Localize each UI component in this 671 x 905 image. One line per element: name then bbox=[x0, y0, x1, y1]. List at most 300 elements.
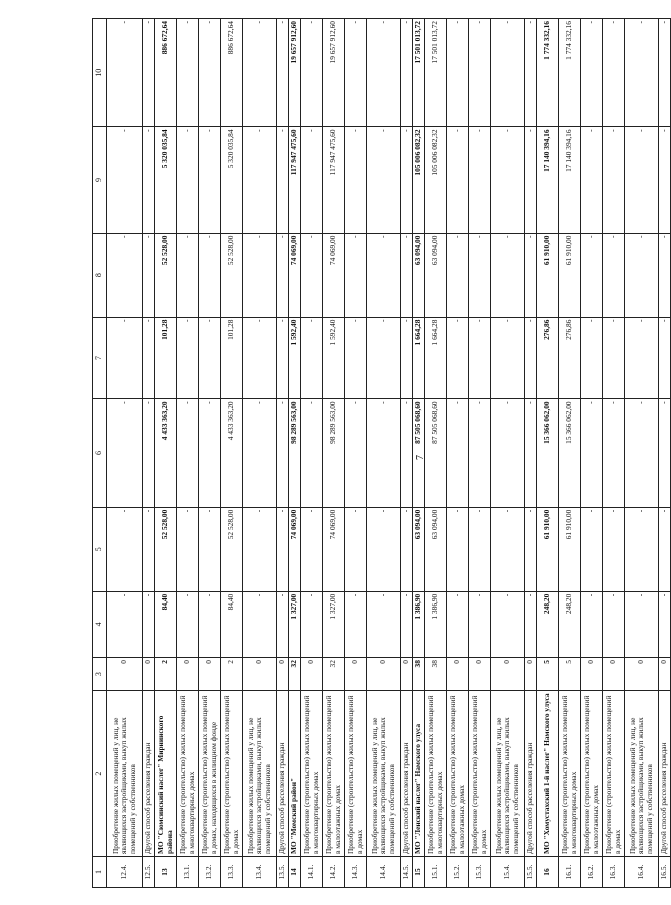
cell-no: 13.2. bbox=[199, 857, 221, 888]
cell-no: 16.3. bbox=[603, 857, 625, 888]
cell-c6: - bbox=[243, 399, 277, 507]
table-header-row bbox=[93, 19, 107, 888]
page-number: 7 bbox=[415, 455, 426, 460]
cell-c10: - bbox=[367, 19, 401, 127]
cell-c8: - bbox=[625, 233, 659, 317]
cell-c3: 0 bbox=[199, 658, 221, 691]
cell-no: 14.4. bbox=[367, 857, 401, 888]
cell-c4: - bbox=[625, 591, 659, 657]
table-row bbox=[537, 19, 559, 888]
cell-c7: - bbox=[367, 317, 401, 399]
cell-c5: - bbox=[301, 507, 323, 591]
cell-c5: 74 069,00 bbox=[323, 507, 345, 591]
cell-no: 15.5. bbox=[525, 857, 537, 888]
cell-name: Приобретение (строительство) жилых помещений в малоэтажных домах bbox=[323, 691, 345, 857]
cell-c9: 17 140 394,16 bbox=[537, 127, 559, 233]
cell-name: Приобретение (строительство) жилых помещений в малоэтажных домах bbox=[447, 691, 469, 857]
cell-c7: 276,86 bbox=[537, 317, 559, 399]
cell-c3: 0 bbox=[107, 658, 143, 691]
cell-c7: - bbox=[243, 317, 277, 399]
cell-c7: - bbox=[659, 317, 671, 399]
cell-c7: 1 592,40 bbox=[323, 317, 345, 399]
cell-name: Другой способ расселения граждан bbox=[659, 691, 671, 857]
table-row bbox=[289, 19, 301, 888]
table-row bbox=[277, 19, 289, 888]
cell-c8: - bbox=[107, 233, 143, 317]
cell-c5: - bbox=[277, 507, 289, 591]
cell-c7: 1 664,28 bbox=[413, 317, 425, 399]
cell-c6: 4 433 363,20 bbox=[155, 399, 177, 507]
header-cell: 7 bbox=[93, 317, 107, 399]
cell-name: МО "Ленский наслег" Намского улуса bbox=[413, 691, 425, 857]
cell-c5: - bbox=[367, 507, 401, 591]
table-row bbox=[107, 19, 143, 888]
cell-no: 12.4. bbox=[107, 857, 143, 888]
cell-c6: - bbox=[367, 399, 401, 507]
cell-c10: - bbox=[401, 19, 413, 127]
cell-c9: - bbox=[301, 127, 323, 233]
cell-c4: 84,40 bbox=[155, 591, 177, 657]
cell-c9: - bbox=[143, 127, 155, 233]
cell-c10: - bbox=[301, 19, 323, 127]
header-cell: 5 bbox=[93, 507, 107, 591]
table-row bbox=[425, 19, 447, 888]
cell-c5: - bbox=[525, 507, 537, 591]
cell-c5: - bbox=[243, 507, 277, 591]
cell-c8: - bbox=[345, 233, 367, 317]
cell-name: МО "Сюмсинский наслег" Мирнинского района bbox=[155, 691, 177, 857]
cell-c10: - bbox=[659, 19, 671, 127]
cell-c9: - bbox=[345, 127, 367, 233]
cell-c9: - bbox=[199, 127, 221, 233]
cell-c5: - bbox=[491, 507, 525, 591]
table-row bbox=[301, 19, 323, 888]
cell-c7: - bbox=[469, 317, 491, 399]
cell-c5: - bbox=[143, 507, 155, 591]
cell-name: МО "Момский район" bbox=[289, 691, 301, 857]
cell-name: Приобретение жилых помещений у лиц, не являющихся застройщиками, выкуп жилых помещений у собственников bbox=[625, 691, 659, 857]
cell-c7: - bbox=[301, 317, 323, 399]
header-cell: 10 bbox=[93, 19, 107, 127]
cell-c8: 74 069,00 bbox=[323, 233, 345, 317]
cell-c8: - bbox=[491, 233, 525, 317]
cell-c9: 105 006 082,32 bbox=[413, 127, 425, 233]
cell-c6: - bbox=[277, 399, 289, 507]
cell-c6: - bbox=[143, 399, 155, 507]
cell-c9: - bbox=[243, 127, 277, 233]
cell-name: Другой способ расселения граждан bbox=[401, 691, 413, 857]
cell-c9: - bbox=[447, 127, 469, 233]
cell-c6: - bbox=[301, 399, 323, 507]
cell-c8: - bbox=[301, 233, 323, 317]
cell-c3: 0 bbox=[243, 658, 277, 691]
cell-c10: - bbox=[277, 19, 289, 127]
cell-c3: 32 bbox=[323, 658, 345, 691]
cell-c8: - bbox=[447, 233, 469, 317]
cell-c5: 52 528,00 bbox=[221, 507, 243, 591]
cell-c5: - bbox=[447, 507, 469, 591]
cell-no: 13.1. bbox=[177, 857, 199, 888]
cell-c6: - bbox=[345, 399, 367, 507]
cell-name: Приобретение (строительство) жилых помещений в домах bbox=[469, 691, 491, 857]
cell-name: Другой способ расселения граждан bbox=[525, 691, 537, 857]
cell-c10: - bbox=[177, 19, 199, 127]
header-cell: 6 bbox=[93, 399, 107, 507]
cell-name: Приобретение жилых помещений у лиц, не являющихся застройщиками, выкуп жилых помещений у собственников bbox=[107, 691, 143, 857]
cell-name: Приобретение (строительство) жилых помещений в многоквартирных домах bbox=[425, 691, 447, 857]
cell-c6: 4 433 363,20 bbox=[221, 399, 243, 507]
cell-c5: - bbox=[401, 507, 413, 591]
cell-c6: - bbox=[625, 399, 659, 507]
cell-c6: 98 289 563,00 bbox=[323, 399, 345, 507]
cell-c9: - bbox=[277, 127, 289, 233]
cell-no: 13.3. bbox=[221, 857, 243, 888]
cell-c9: - bbox=[401, 127, 413, 233]
cell-name: Приобретение (строительство) жилых помещений в многоквартирных домах bbox=[559, 691, 581, 857]
cell-c7: 101,28 bbox=[155, 317, 177, 399]
cell-c10: - bbox=[491, 19, 525, 127]
cell-c3: 2 bbox=[221, 658, 243, 691]
cell-c8: 52 528,00 bbox=[221, 233, 243, 317]
table-row bbox=[221, 19, 243, 888]
table-row bbox=[581, 19, 603, 888]
cell-c6: - bbox=[525, 399, 537, 507]
cell-c9: - bbox=[469, 127, 491, 233]
cell-c10: - bbox=[447, 19, 469, 127]
table-row bbox=[659, 19, 671, 888]
cell-name: Приобретение (строительство) жилых помещений в многоквартирных домах bbox=[301, 691, 323, 857]
table-row bbox=[345, 19, 367, 888]
cell-c8: - bbox=[469, 233, 491, 317]
cell-c3: 0 bbox=[603, 658, 625, 691]
cell-c7: - bbox=[143, 317, 155, 399]
cell-c10: - bbox=[625, 19, 659, 127]
cell-c3: 38 bbox=[413, 658, 425, 691]
cell-c4: - bbox=[277, 591, 289, 657]
cell-c9: 117 947 475,60 bbox=[323, 127, 345, 233]
cell-no: 14.3. bbox=[345, 857, 367, 888]
rotated-table-wrapper bbox=[92, 18, 669, 888]
cell-c4: 248,20 bbox=[559, 591, 581, 657]
document-sheet bbox=[92, 18, 669, 888]
cell-c4: - bbox=[401, 591, 413, 657]
cell-c5: - bbox=[199, 507, 221, 591]
cell-c4: - bbox=[143, 591, 155, 657]
cell-c7: - bbox=[603, 317, 625, 399]
cell-c6: 87 505 068,60 bbox=[425, 399, 447, 507]
cell-c6: - bbox=[401, 399, 413, 507]
cell-no: 14.2. bbox=[323, 857, 345, 888]
cell-c7: - bbox=[491, 317, 525, 399]
cell-c10: 17 501 013,72 bbox=[425, 19, 447, 127]
cell-c4: 248,20 bbox=[537, 591, 559, 657]
cell-c9: 5 320 035,84 bbox=[221, 127, 243, 233]
cell-c9: - bbox=[177, 127, 199, 233]
cell-c5: 61 910,00 bbox=[537, 507, 559, 591]
cell-c4: 1 386,90 bbox=[413, 591, 425, 657]
cell-c3: 0 bbox=[525, 658, 537, 691]
cell-name: Другой способ расселения граждан bbox=[277, 691, 289, 857]
table-row bbox=[155, 19, 177, 888]
cell-no: 15.2. bbox=[447, 857, 469, 888]
cell-c9: - bbox=[581, 127, 603, 233]
cell-c4: - bbox=[447, 591, 469, 657]
cell-name: Приобретение (строительство) жилых помещений в домах bbox=[221, 691, 243, 857]
cell-c3: 0 bbox=[277, 658, 289, 691]
cell-c3: 0 bbox=[301, 658, 323, 691]
cell-no: 16 bbox=[537, 857, 559, 888]
cell-c6: - bbox=[491, 399, 525, 507]
cell-c7: - bbox=[107, 317, 143, 399]
table-row bbox=[447, 19, 469, 888]
table-row bbox=[625, 19, 659, 888]
cell-no: 14 bbox=[289, 857, 301, 888]
cell-c7: - bbox=[401, 317, 413, 399]
cell-c4: - bbox=[177, 591, 199, 657]
cell-c6: 15 366 062,00 bbox=[537, 399, 559, 507]
table-row bbox=[323, 19, 345, 888]
cell-c3: 5 bbox=[537, 658, 559, 691]
header-cell: 4 bbox=[93, 591, 107, 657]
cell-c3: 38 bbox=[425, 658, 447, 691]
cell-c7: - bbox=[525, 317, 537, 399]
cell-c3: 5 bbox=[559, 658, 581, 691]
resettlement-table bbox=[92, 18, 671, 888]
cell-c4: 1 386,90 bbox=[425, 591, 447, 657]
cell-c7: - bbox=[581, 317, 603, 399]
table-row bbox=[525, 19, 537, 888]
cell-c10: 19 657 912,60 bbox=[289, 19, 301, 127]
cell-c6: - bbox=[199, 399, 221, 507]
cell-c7: - bbox=[277, 317, 289, 399]
cell-name: Приобретение (строительство) жилых помещений в домах bbox=[345, 691, 367, 857]
cell-c9: 117 947 475,60 bbox=[289, 127, 301, 233]
cell-c4: 84,40 bbox=[221, 591, 243, 657]
cell-no: 13 bbox=[155, 857, 177, 888]
cell-c7: - bbox=[625, 317, 659, 399]
cell-c6: 98 289 563,00 bbox=[289, 399, 301, 507]
cell-c3: 0 bbox=[491, 658, 525, 691]
cell-c10: - bbox=[603, 19, 625, 127]
cell-c7: - bbox=[345, 317, 367, 399]
cell-c8: 63 094,00 bbox=[413, 233, 425, 317]
cell-no: 13.4. bbox=[243, 857, 277, 888]
cell-c5: 74 069,00 bbox=[289, 507, 301, 591]
cell-c7: - bbox=[447, 317, 469, 399]
cell-c8: - bbox=[367, 233, 401, 317]
cell-c10: - bbox=[525, 19, 537, 127]
header-cell: 2 bbox=[93, 691, 107, 857]
cell-c8: - bbox=[581, 233, 603, 317]
cell-c4: - bbox=[469, 591, 491, 657]
cell-c9: - bbox=[659, 127, 671, 233]
cell-name: Приобретение жилых помещений у лиц, не являющихся застройщиками, выкуп жилых помещений у собственников bbox=[367, 691, 401, 857]
cell-c3: 0 bbox=[659, 658, 671, 691]
cell-c10: - bbox=[345, 19, 367, 127]
cell-c4: - bbox=[199, 591, 221, 657]
table-row bbox=[469, 19, 491, 888]
cell-no: 16.2. bbox=[581, 857, 603, 888]
cell-c3: 0 bbox=[177, 658, 199, 691]
cell-c3: 2 bbox=[155, 658, 177, 691]
cell-c8: - bbox=[243, 233, 277, 317]
cell-c5: - bbox=[581, 507, 603, 591]
cell-c8: 63 094,00 bbox=[425, 233, 447, 317]
cell-c4: - bbox=[491, 591, 525, 657]
cell-c8: - bbox=[401, 233, 413, 317]
cell-name: Приобретение жилых помещений у лиц, не являющихся застройщиками, выкуп жилых помещений у собственников bbox=[243, 691, 277, 857]
cell-name: Приобретение жилых помещений у лиц, не являющихся застройщиками, выкуп жилых помещений у собственников bbox=[491, 691, 525, 857]
cell-c3: 0 bbox=[367, 658, 401, 691]
cell-c3: 0 bbox=[447, 658, 469, 691]
cell-c7: 276,86 bbox=[559, 317, 581, 399]
cell-c3: 0 bbox=[345, 658, 367, 691]
cell-c5: - bbox=[469, 507, 491, 591]
cell-c10: - bbox=[199, 19, 221, 127]
cell-c9: 17 140 394,16 bbox=[559, 127, 581, 233]
table-row bbox=[177, 19, 199, 888]
cell-c9: - bbox=[625, 127, 659, 233]
cell-c6: - bbox=[177, 399, 199, 507]
cell-c7: 101,28 bbox=[221, 317, 243, 399]
cell-c4: 1 327,00 bbox=[323, 591, 345, 657]
cell-c7: - bbox=[199, 317, 221, 399]
table-row bbox=[603, 19, 625, 888]
cell-c9: - bbox=[107, 127, 143, 233]
cell-c5: - bbox=[345, 507, 367, 591]
cell-name: Приобретение (строительство) жилых помещений в многоквартирных домах bbox=[177, 691, 199, 857]
cell-c9: - bbox=[603, 127, 625, 233]
cell-c4: - bbox=[525, 591, 537, 657]
cell-c5: - bbox=[659, 507, 671, 591]
cell-name: Приобретение (строительство) жилых помещений в малоэтажных домах bbox=[581, 691, 603, 857]
cell-c8: - bbox=[143, 233, 155, 317]
cell-no: 14.5. bbox=[401, 857, 413, 888]
cell-c4: - bbox=[107, 591, 143, 657]
cell-c6: - bbox=[581, 399, 603, 507]
cell-c9: 5 320 035,84 bbox=[155, 127, 177, 233]
header-cell: 1 bbox=[93, 857, 107, 888]
cell-no: 14.1. bbox=[301, 857, 323, 888]
cell-c8: - bbox=[177, 233, 199, 317]
cell-c10: - bbox=[107, 19, 143, 127]
table-row bbox=[491, 19, 525, 888]
cell-c10: - bbox=[469, 19, 491, 127]
cell-c8: - bbox=[525, 233, 537, 317]
header-cell: 8 bbox=[93, 233, 107, 317]
cell-c7: - bbox=[177, 317, 199, 399]
cell-c8: 61 910,00 bbox=[559, 233, 581, 317]
table-row bbox=[199, 19, 221, 888]
cell-c10: - bbox=[243, 19, 277, 127]
table-row bbox=[401, 19, 413, 888]
cell-no: 15.4. bbox=[491, 857, 525, 888]
cell-no: 15.3. bbox=[469, 857, 491, 888]
cell-c4: - bbox=[603, 591, 625, 657]
cell-c8: - bbox=[277, 233, 289, 317]
cell-no: 12.5. bbox=[143, 857, 155, 888]
table-row bbox=[559, 19, 581, 888]
cell-c3: 0 bbox=[401, 658, 413, 691]
cell-c8: 52 528,00 bbox=[155, 233, 177, 317]
table-row bbox=[367, 19, 401, 888]
table-row bbox=[243, 19, 277, 888]
cell-c5: 61 910,00 bbox=[559, 507, 581, 591]
cell-name: МО "Хомустахский 1-й наслег" Намского улуса bbox=[537, 691, 559, 857]
cell-c5: - bbox=[625, 507, 659, 591]
cell-name: Приобретение (строительство) жилых помещений в домах, находящихся в жилищном фонде bbox=[199, 691, 221, 857]
table-row bbox=[413, 19, 425, 888]
table-row bbox=[143, 19, 155, 888]
cell-c9: - bbox=[525, 127, 537, 233]
cell-c6: - bbox=[107, 399, 143, 507]
cell-c9: - bbox=[367, 127, 401, 233]
cell-c4: - bbox=[345, 591, 367, 657]
cell-c10: 886 672,64 bbox=[155, 19, 177, 127]
cell-c4: - bbox=[243, 591, 277, 657]
cell-c10: 1 774 332,16 bbox=[537, 19, 559, 127]
cell-c6: - bbox=[469, 399, 491, 507]
cell-no: 15.1. bbox=[425, 857, 447, 888]
cell-c8: - bbox=[603, 233, 625, 317]
cell-c5: 63 094,00 bbox=[425, 507, 447, 591]
cell-c4: - bbox=[581, 591, 603, 657]
cell-c4: - bbox=[301, 591, 323, 657]
cell-c4: 1 327,00 bbox=[289, 591, 301, 657]
cell-c10: 886 672,64 bbox=[221, 19, 243, 127]
cell-c6: - bbox=[447, 399, 469, 507]
cell-no: 16.4. bbox=[625, 857, 659, 888]
cell-c6: - bbox=[603, 399, 625, 507]
cell-no: 16.5. bbox=[659, 857, 671, 888]
cell-c7: 1 664,28 bbox=[425, 317, 447, 399]
cell-name: Приобретение (строительство) жилых помещений в домах bbox=[603, 691, 625, 857]
cell-c5: 52 528,00 bbox=[155, 507, 177, 591]
cell-c3: 0 bbox=[625, 658, 659, 691]
cell-c10: 1 774 332,16 bbox=[559, 19, 581, 127]
cell-c5: - bbox=[107, 507, 143, 591]
cell-no: 13.5. bbox=[277, 857, 289, 888]
cell-c6: - bbox=[659, 399, 671, 507]
cell-c8: - bbox=[199, 233, 221, 317]
cell-c8: 61 910,00 bbox=[537, 233, 559, 317]
cell-c8: - bbox=[659, 233, 671, 317]
cell-c6: 15 366 062,00 bbox=[559, 399, 581, 507]
cell-name: Другой способ расселения граждан bbox=[143, 691, 155, 857]
cell-no: 16.1. bbox=[559, 857, 581, 888]
cell-c3: 0 bbox=[143, 658, 155, 691]
cell-c5: - bbox=[603, 507, 625, 591]
header-cell: 9 bbox=[93, 127, 107, 233]
cell-c4: - bbox=[659, 591, 671, 657]
cell-no: 15 bbox=[413, 857, 425, 888]
cell-c9: - bbox=[491, 127, 525, 233]
cell-c10: 17 501 013,72 bbox=[413, 19, 425, 127]
cell-c10: - bbox=[581, 19, 603, 127]
cell-c3: 32 bbox=[289, 658, 301, 691]
cell-c5: 63 094,00 bbox=[413, 507, 425, 591]
cell-c3: 0 bbox=[581, 658, 603, 691]
cell-c5: - bbox=[177, 507, 199, 591]
cell-c8: 74 069,00 bbox=[289, 233, 301, 317]
cell-c9: 105 006 082,32 bbox=[425, 127, 447, 233]
cell-c3: 0 bbox=[469, 658, 491, 691]
cell-c10: - bbox=[143, 19, 155, 127]
cell-c4: - bbox=[367, 591, 401, 657]
cell-c6: 87 505 068,60 bbox=[413, 399, 425, 507]
cell-c7: 1 592,40 bbox=[289, 317, 301, 399]
header-cell: 3 bbox=[93, 658, 107, 691]
